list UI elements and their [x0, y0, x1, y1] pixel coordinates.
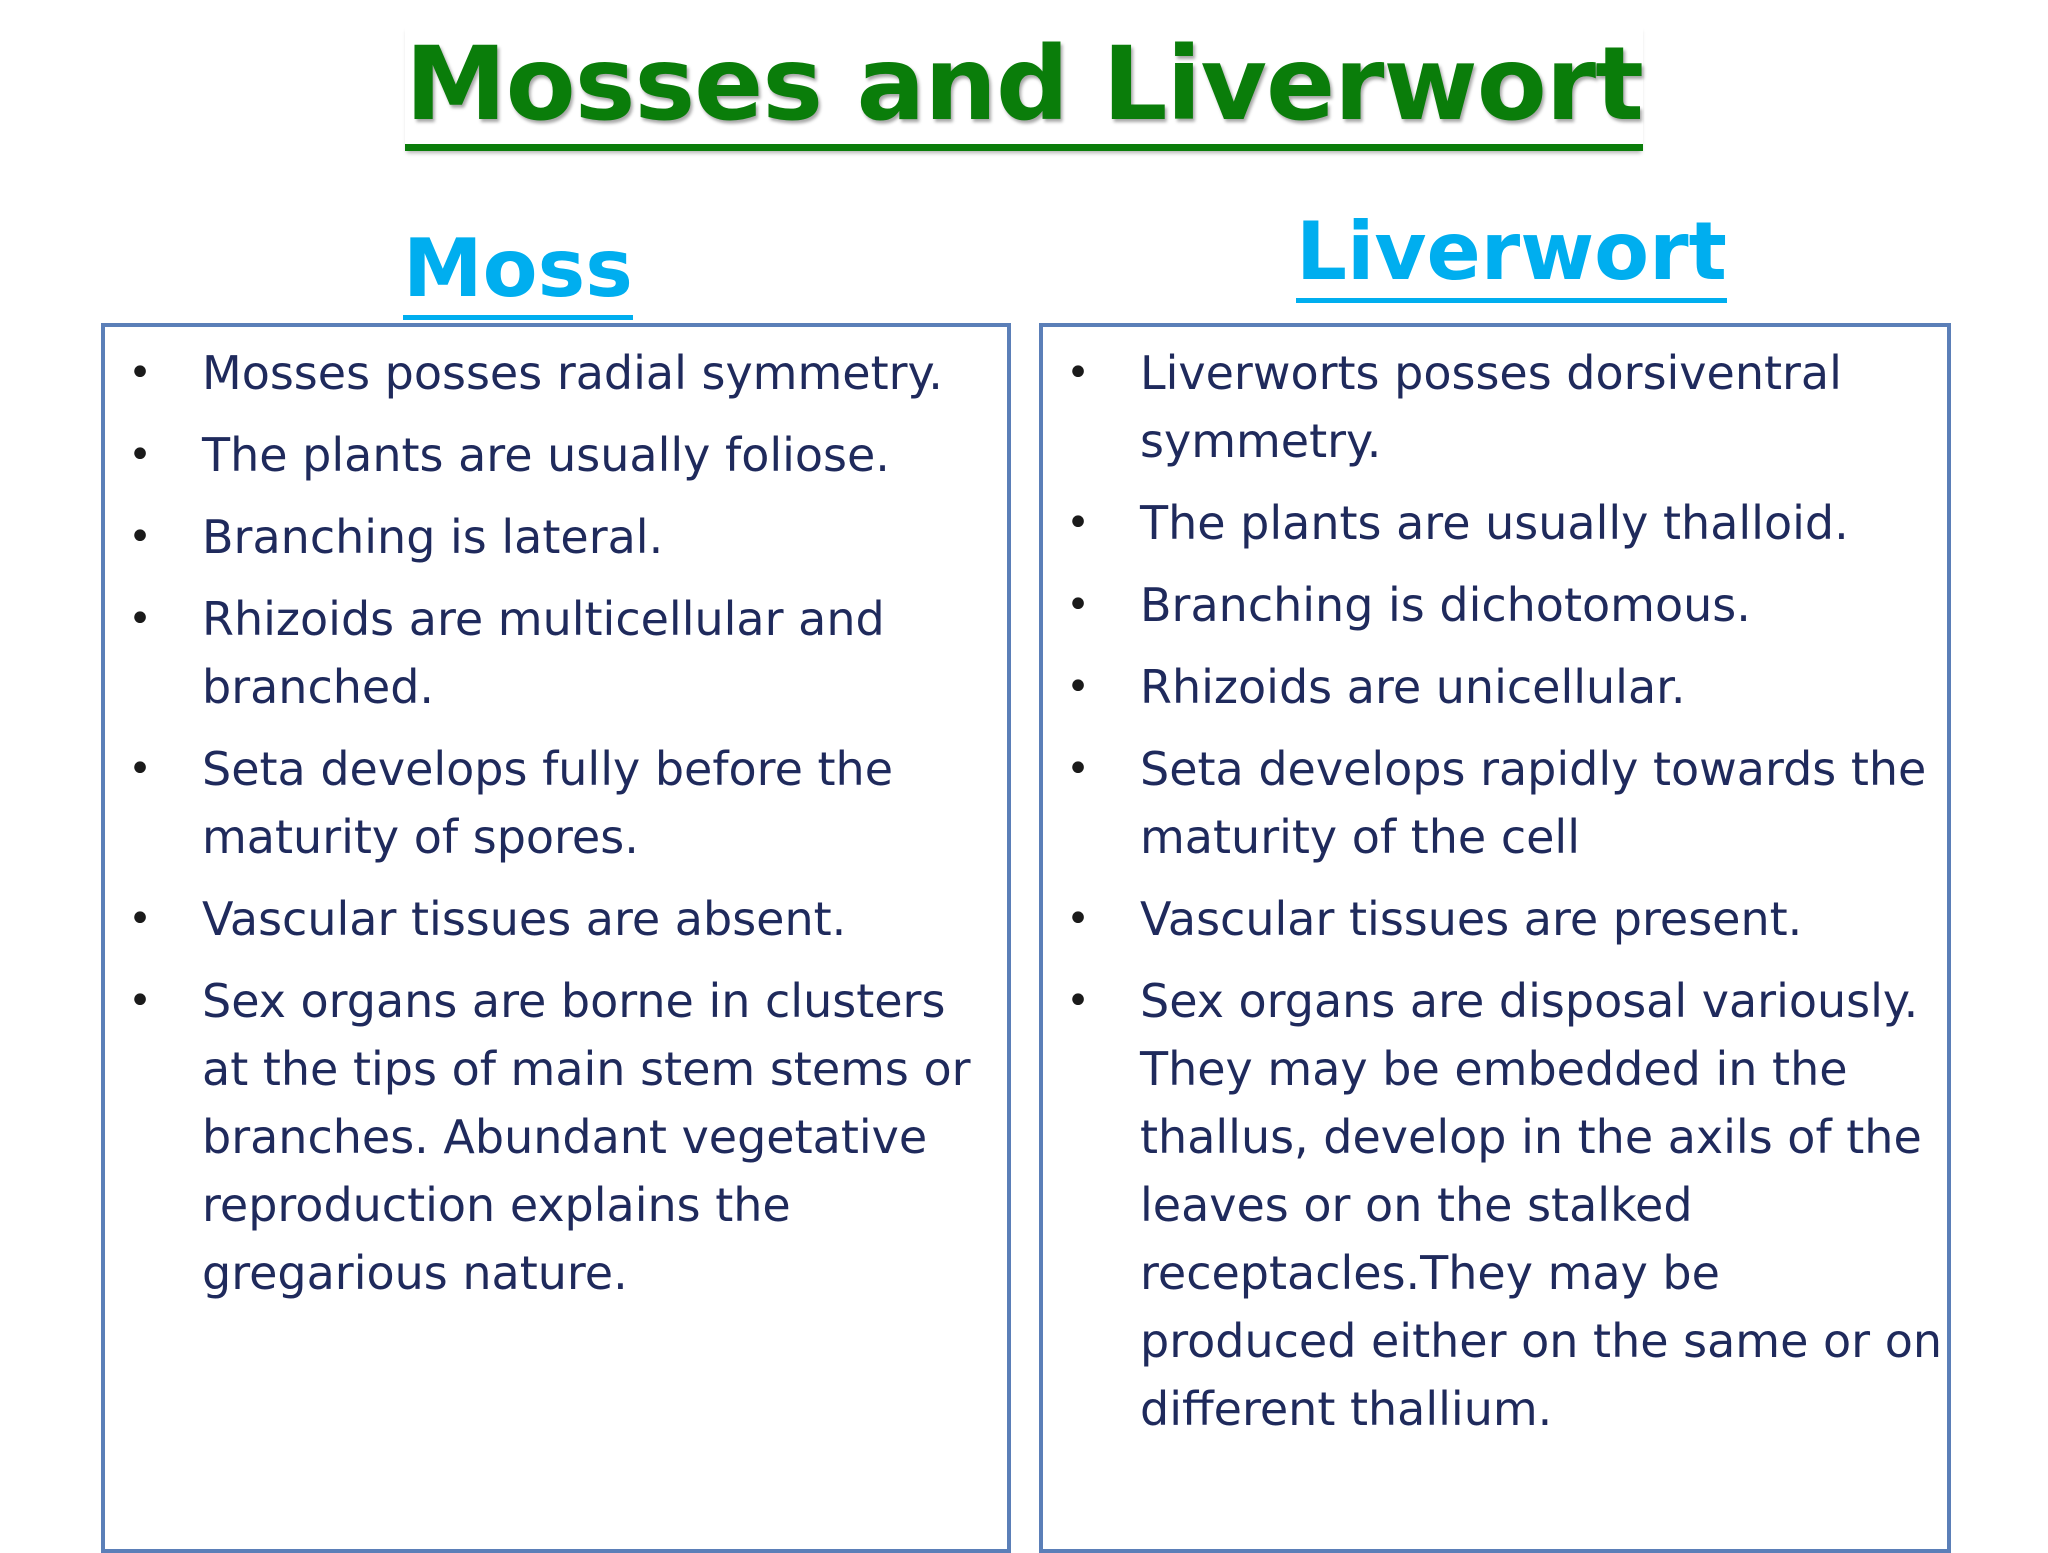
moss-heading-text: Moss: [403, 222, 633, 320]
bullet-icon: •: [128, 978, 152, 1024]
liverwort-point-text: Sex organs are disposal variously. They may be embedded in the thallus, develop in the axils of the leaves or on the stalked receptacles.They may be produced either on the same or on different thallium.: [1140, 974, 1943, 1436]
list-item: [105, 585, 1005, 721]
list-item: [1043, 653, 1943, 721]
liverwort-points-list: [1043, 339, 1943, 1457]
liverwort-point-text: Liverworts posses dorsiventral symmetry.: [1140, 346, 1842, 468]
moss-point-text: Branching is lateral.: [202, 510, 664, 564]
list-item: [1043, 571, 1943, 639]
bullet-icon: •: [1066, 500, 1090, 546]
bullet-icon: •: [128, 350, 152, 396]
liverwort-point-text: Branching is dichotomous.: [1140, 578, 1751, 632]
list-item: [1043, 967, 1943, 1443]
list-item: [105, 735, 1005, 871]
moss-heading: [403, 222, 633, 315]
liverwort-point-text: The plants are usually thalloid.: [1140, 496, 1849, 550]
moss-point-text: Sex organs are borne in clusters at the tips of main stem stems or branches. Abundant vegetative reproduction explains the gregarious nature.: [202, 974, 971, 1300]
list-item: [1043, 885, 1943, 953]
liverwort-heading: [1296, 205, 1727, 298]
list-item: [1043, 339, 1943, 475]
page-title: [0, 24, 2048, 146]
moss-point-text: Rhizoids are multicellular and branched.: [202, 592, 885, 714]
liverwort-panel: [1039, 323, 1951, 1553]
bullet-icon: •: [128, 432, 152, 478]
bullet-icon: •: [1066, 746, 1090, 792]
moss-point-text: Mosses posses radial symmetry.: [202, 346, 943, 400]
moss-point-text: Seta develops fully before the maturity of spores.: [202, 742, 893, 864]
list-item: [1043, 735, 1943, 871]
liverwort-point-text: Rhizoids are unicellular.: [1140, 660, 1686, 714]
bullet-icon: •: [1066, 896, 1090, 942]
bullet-icon: •: [1066, 978, 1090, 1024]
list-item: [105, 967, 1005, 1307]
liverwort-heading-text: Liverwort: [1296, 205, 1727, 303]
list-item: [105, 503, 1005, 571]
bullet-icon: •: [1066, 350, 1090, 396]
moss-points-list: [105, 339, 1005, 1321]
bullet-icon: •: [128, 746, 152, 792]
bullet-icon: •: [128, 896, 152, 942]
bullet-icon: •: [128, 596, 152, 642]
list-item: [105, 421, 1005, 489]
bullet-icon: •: [1066, 582, 1090, 628]
bullet-icon: •: [128, 514, 152, 560]
moss-point-text: The plants are usually foliose.: [202, 428, 890, 482]
list-item: [1043, 489, 1943, 557]
list-item: [105, 339, 1005, 407]
page-title-text: Mosses and Liverwort: [405, 25, 1643, 151]
moss-point-text: Vascular tissues are absent.: [202, 892, 847, 946]
moss-panel: [101, 323, 1011, 1553]
bullet-icon: •: [1066, 664, 1090, 710]
liverwort-point-text: Vascular tissues are present.: [1140, 892, 1803, 946]
list-item: [105, 885, 1005, 953]
liverwort-point-text: Seta develops rapidly towards the maturity of the cell: [1140, 742, 1927, 864]
